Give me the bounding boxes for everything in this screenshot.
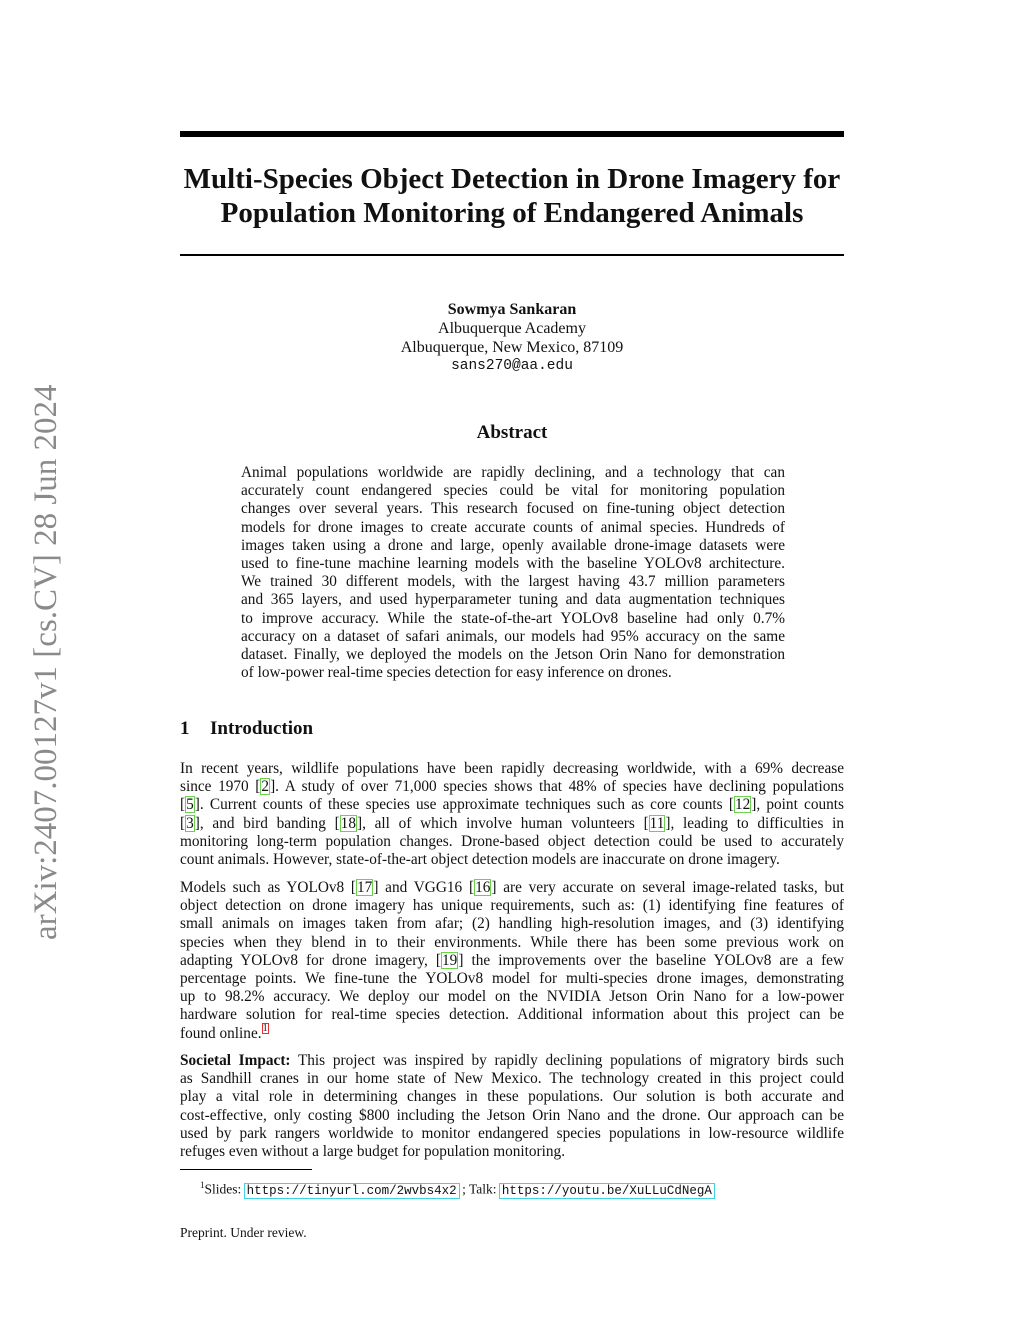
section-heading: [180, 717, 313, 741]
talk-link[interactable]: https://youtu.be/XuLLuCdNegA: [501, 1183, 712, 1198]
citation-link[interactable]: 12: [734, 796, 751, 814]
preprint-note: Preprint. Under review.: [180, 1225, 307, 1240]
citation-link[interactable]: 2: [261, 778, 270, 796]
text-line: as Sandhill cranes in our home state of New Mexico. The technology created in this project could: [180, 1070, 844, 1088]
abstract-line: used to fine-tune machine learning models with the baseline YOLOv8 architecture.: [241, 554, 785, 572]
text-line: small animals on images taken from afar; (2) handling high-resolution images, and (3) identifying: [180, 915, 844, 933]
text-line: refuges even without a large budget for population monitoring.: [180, 1142, 566, 1160]
citation-link[interactable]: 16: [475, 879, 491, 896]
author-name: Sowmya Sankaran: [447, 301, 577, 318]
text-line: object detection on drone imagery has unique requirements, such as: (1) identifying fine features of: [180, 897, 844, 915]
text-line: Models such as YOLOv8 [17] and VGG16 [16] are very accurate on several image-related tasks, but: [180, 879, 844, 896]
text-line: cost-effective, only costing $800 including the Jetson Orin Nano and the drone. Our approach can be: [180, 1106, 844, 1124]
citation-link[interactable]: 17: [357, 879, 373, 896]
text-line: In recent years, wildlife populations have been rapidly decreasing worldwide, with a 69% decrease: [180, 760, 844, 777]
text-line: up to 98.2% accuracy. We deploy our model on the NVIDIA Jetson Orin Nano for a low-power: [180, 988, 844, 1006]
author-address: Albuquerque, New Mexico, 87109: [400, 339, 624, 356]
societal-impact-paragraph: [180, 1052, 844, 1161]
title-top-rule: [180, 131, 844, 137]
footnote-mark: 1: [200, 1180, 205, 1190]
arxiv-identifier: arXiv:2407.00127v1 [cs.CV] 28 Jun 2024: [28, 384, 64, 940]
text-line: monitoring long-term population changes. Drone-based object detection could be used to accurately: [180, 832, 844, 850]
abstract-line: accuracy on a dataset of safari animals, our models had 95% accuracy on the same: [241, 627, 785, 645]
text-line: [5]. Current counts of these species use approximate techniques such as core counts [12], point counts: [180, 796, 844, 814]
abstract-heading: Abstract: [476, 422, 548, 443]
text-line: used by park rangers worldwide to monitor endangered species populations in low-resource wildlife: [180, 1124, 844, 1142]
paper-title: [180, 162, 844, 230]
citation-link[interactable]: 18: [340, 814, 356, 832]
citation-link[interactable]: 5: [186, 796, 194, 814]
abstract-line: to improve accuracy. While the state-of-the-art YOLOv8 baseline had only 0.7%: [241, 609, 785, 627]
title-bottom-rule: [180, 254, 844, 256]
citation-link[interactable]: 3: [186, 814, 194, 832]
footnote-ref-link[interactable]: 1: [262, 1023, 268, 1035]
text-line: play a vital role in determining changes in these populations. Our solution is both accurate and: [180, 1088, 844, 1106]
text-line: Societal Impact: This project was inspired by rapidly declining populations of migratory birds such: [180, 1052, 844, 1069]
text-line: species when they blend in to their environments. While there has been some previous work on: [180, 933, 844, 951]
section-number: 1: [180, 718, 190, 739]
text-line: count animals. However, state-of-the-art object detection models are inaccurate on drone imagery.: [180, 850, 780, 868]
title-line: Multi-Species Object Detection in Drone Imagery for: [183, 163, 841, 195]
citation-link[interactable]: 11: [649, 814, 665, 832]
intro-paragraph-2: [180, 879, 844, 1043]
text-line: found online.$^1$: [180, 1023, 268, 1042]
societal-impact-lead: Societal Impact:: [180, 1052, 291, 1069]
title-line: Population Monitoring of Endangered Animals: [220, 197, 804, 229]
abstract-line: dataset. Finally, we deployed the models on the Jetson Orin Nano for demonstration: [241, 645, 785, 663]
abstract-line: We trained 30 different models, with the largest having 43.7 million parameters: [241, 573, 785, 591]
intro-paragraph-1: [180, 760, 844, 869]
author-affiliation: Albuquerque Academy: [438, 320, 586, 337]
abstract-line: models for drone images to create accurate counts of animal species. Hundreds of: [241, 518, 785, 536]
abstract-line: accurately count endangered species could be vital for monitoring population: [241, 482, 785, 500]
abstract-line: images taken using a drone and large, openly available drone-image datasets were: [241, 536, 785, 554]
abstract-line: and 365 layers, and used hyperparameter tuning and data augmentation techniques: [241, 591, 785, 609]
author-email: sans270@aa.edu: [451, 358, 573, 374]
text-line: hardware solution for real-time species detection. Additional information about this project can be: [180, 1006, 844, 1024]
footnote: $^1$Slides: https://tinyurl.com/2wvbs4x2 ; Talk: https://youtu.be/XuLLuCdNegA: [200, 1180, 712, 1198]
author-block: [180, 300, 844, 376]
text-line: adapting YOLOv8 for drone imagery, [19] the improvements over the baseline YOLOv8 are a few: [180, 951, 844, 969]
abstract-body: [241, 464, 785, 682]
abstract-line: of low-power real-time species detection for easy inference on drones.: [241, 664, 672, 682]
abstract-line: Animal populations worldwide are rapidly declining, and a technology that can: [241, 464, 785, 481]
citation-link[interactable]: 19: [442, 951, 458, 969]
abstract-line: changes over several years. This research focused on fine-tuning object detection: [241, 500, 785, 518]
slides-link[interactable]: https://tinyurl.com/2wvbs4x2: [246, 1183, 457, 1198]
footnote-rule: [180, 1169, 312, 1170]
text-line: since 1970 [2]. A study of over 71,000 species shows that 48% of species have declining populations: [180, 778, 844, 796]
section-title: Introduction: [210, 718, 314, 739]
text-line: [3], and bird banding [18], all of which involve human volunteers [11], leading to difficulties in: [180, 814, 845, 832]
text-line: percentage points. We fine-tune the YOLOv8 model for multi-species drone images, demonstrating: [180, 969, 844, 987]
